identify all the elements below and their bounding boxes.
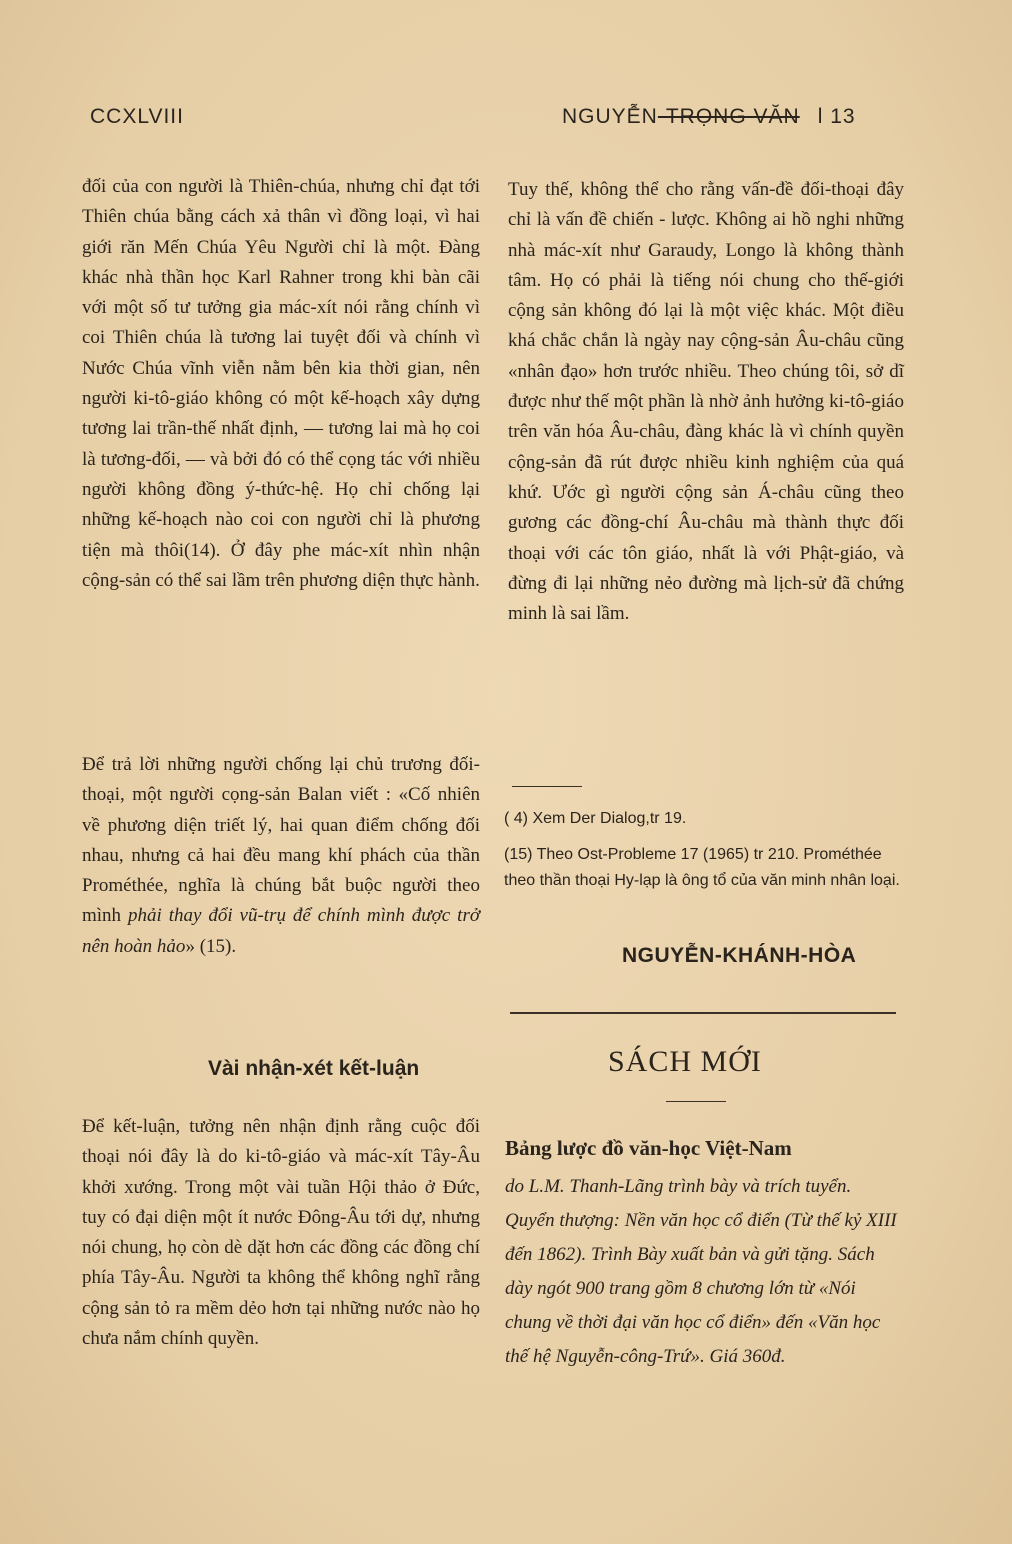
body-paragraph: đối của con người là Thiên-chúa, nhưng chỉ đạt tới Thiên chúa bằng cách xả thân vì đồng loại, vì hai giới răn Mến Chúa Yêu Người chỉ là một. Đàng khác nhà thần học Karl Rahner trong khi bàn cãi với một số tư tưởng gia mác-xít nói rằng chính vì coi Thiên chúa là tương lai tuyệt đối và chính vì Nước Chúa vĩnh viễn nằm bên kia thời gian, nên người ki-tô-giáo không có một kế-hoạch xây dựng tương lai trần-thế nhất định, — tương lai mà họ coi là tương-đối, — và bởi đó có thể cọng tác với nhiều người không đồng ý-thức-hệ. Họ chỉ chống lại những kế-hoạch nào coi con người chỉ là phương tiện mà thôi(14). Ở đây phe mác-xít nhìn nhận cộng-sản có thể sai lầm trên phương diện thực hành. <box>82 176 480 591</box>
body-paragraph: Tuy thế, không thể cho rằng vấn-đề đối-thoại đây chỉ là vấn đề chiến - lược. Không ai hồ nghi những nhà mác-xít như Garaudy, Longo là không thành tâm. Họ có phải là tiếng nói chung cho thế-giới cộng sản không đó lại là một việc khác. Một điều khá chắc chắn là ngày nay cộng-sản Âu-châu cũng «nhân đạo» hơn trước nhiều. Theo chúng tôi, sở dĩ được như thế một phần là nhờ ảnh hưởng ki-tô-giáo trên văn hóa Âu-châu, đàng khác là vì chính quyền cộng-sản đã rút được nhiều kinh nghiệm của quá khứ. Ước gì người cộng sản Á-châu cũng theo gương các đồng-chí Âu-châu mà thành thực đối thoại với các tôn giáo, nhất là với Phật-giáo, và đừng đi lại những nẻo đường mà lịch-sử đã chứng minh là sai lầm. <box>508 179 904 625</box>
header-struck-name: -TRỌNG VĂN <box>657 105 800 128</box>
right-column-para-1 <box>508 175 904 629</box>
page-number: l 13 <box>817 105 856 128</box>
quote-paragraph <box>82 750 480 962</box>
section-subheading: Vài nhận-xét kết-luận <box>208 1057 420 1080</box>
left-column-para-2 <box>82 750 480 962</box>
left-column-para-1 <box>82 172 480 596</box>
section-title: SÁCH MỚI <box>608 1045 762 1078</box>
quote-italic-text: phải thay đổi vũ-trụ để chính mình được trở nên hoàn hảo <box>82 905 480 957</box>
page-header-right <box>562 105 856 129</box>
article-author: NGUYỄN-KHÁNH-HÒA <box>622 944 857 967</box>
section-divider <box>510 1012 896 1014</box>
title-underline <box>666 1101 726 1102</box>
conclusion-paragraph: Để kết-luận, tưởng nên nhận định rằng cuộc đối thoại nói đây là do ki-tô-giáo và mác-xít Tây-Âu khởi xướng. Trong một vài tuần Hội thảo ở Đức, tuy có đại diện một ít nước Đông-Âu tới dự, nhưng nói chung, họ còn dè dặt hơn các đồng các đồng chí phía Tây-Âu. Người ta không thể không nghĩ rằng cộng sản tỏ ra mềm dẻo hơn tại những nước nào họ chưa nắm chính quyền. <box>82 1116 480 1350</box>
footnote-2: (15) Theo Ost-Probleme 17 (1965) tr 210. Prométhée theo thần thoại Hy-lạp là ông tổ của văn minh nhân loại. <box>504 846 900 889</box>
left-column-para-3 <box>82 1112 480 1354</box>
book-title: Bảng lược đồ văn-học Việt-Nam <box>505 1136 792 1160</box>
header-name: NGUYỄN <box>562 105 658 128</box>
book-description: do L.M. Thanh-Lãng trình bày và trích tuyển. Quyển thượng: Nền văn học cổ điển (Từ thế kỷ XIII đến 1862). Trình Bày xuất bản và gửi tặng. Sách dày ngót 900 trang gồm 8 chương lớn từ «Nói chung về thời đại văn học cổ điển» đến «Văn học thế hệ Nguyễn-công-Trứ». Giá 360đ. <box>505 1176 897 1367</box>
footnote-1: ( 4) Xem Der Dialog,tr 19. <box>504 810 687 827</box>
page-header-left: CCXLVIII <box>90 105 184 128</box>
quote-text: Để trả lời những người chống lại chủ trương đối-thoại, một người cọng-sản Balan viết : «Cố nhiên về phương diện triết lý, hai quan điểm chống đối nhau, nhưng cả hai đều mang khí phách của thần Prométhée, nghĩa là chúng bắt buộc người theo mình <box>82 754 480 927</box>
quote-end: » (15). <box>185 935 237 957</box>
footnote-divider <box>512 786 582 787</box>
